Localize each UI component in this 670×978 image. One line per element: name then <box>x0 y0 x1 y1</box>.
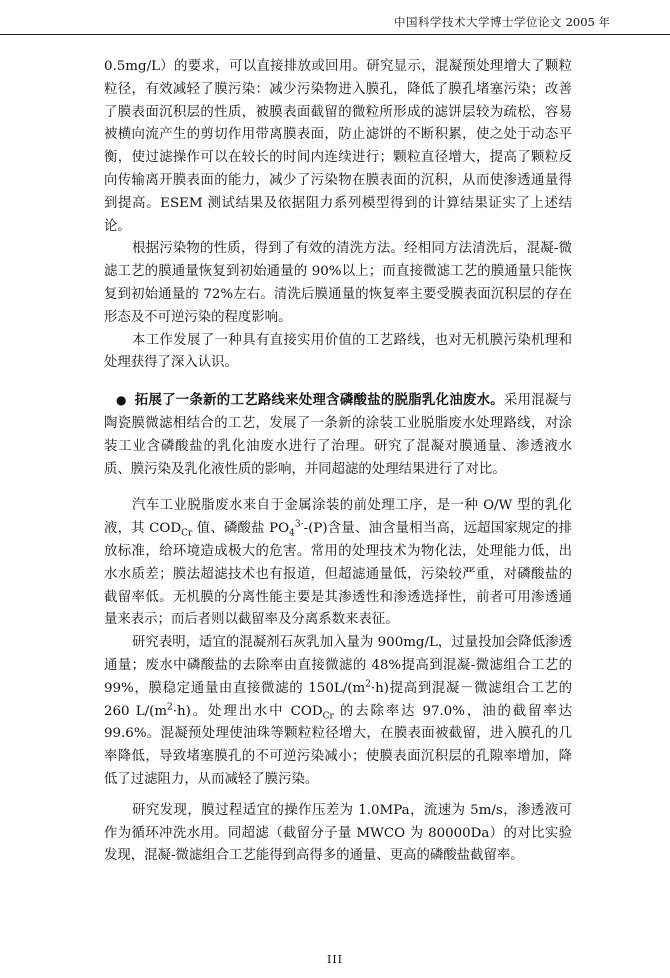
bullet-icon: ● <box>116 393 127 408</box>
subscript: Cr <box>322 711 334 722</box>
header-year: 2005 年 <box>565 15 610 29</box>
text-run: ·h)。处理出水中 COD <box>172 703 323 719</box>
paragraph-3: 本工作发展了一种具有直接实用价值的工艺路线，也对无机膜污染机理和处理获得了深入认识。 <box>104 332 572 371</box>
subscript: 4 <box>289 528 295 539</box>
text-run: 的去除率达 97.0%，油的截留率达 99.6%。混凝预处理使油珠等颗粒粒径增大，在膜表面被截留，进入膜孔的几率降低，导致堵塞膜孔的不可逆污染减小；使膜表面沉积层的孔隙率增加，降低了过滤阻力，从而减轻了膜污染。 <box>104 703 572 787</box>
page-header <box>0 8 670 35</box>
paragraph-6 <box>104 632 572 792</box>
spacer <box>104 375 572 389</box>
spacer <box>104 481 572 495</box>
paragraph-7: 研究发现，膜过程适宜的操作压差为 1.0MPa，流速为 5m/s，渗透液可作为循环冲洗水用。同超滤（截留分子量 MWCO 为 80000Da）的对比实验发现，混凝-微滤组合工艺能得到高得多的通量、更高的磷酸盐截留率。 <box>104 802 572 864</box>
superscript: 2 <box>365 679 371 690</box>
body-text <box>104 56 572 868</box>
header-title: 中国科学技术大学博士学位论文 <box>394 15 562 29</box>
bullet-heading: 拓展了一条新的工艺路线来处理含磷酸盐的脱脂乳化油废水。 <box>134 392 504 409</box>
text-run: 研究表明，适宜的混凝剂石灰乳加入量为 900mg/L，过量投加会降低渗透通量；废水中磷酸盐的去除率由直接微滤的 48%提高到混凝-微滤组合工艺的 99%，膜稳定通量由直接微滤的 150L/(m <box>104 635 572 696</box>
page-number: III <box>326 953 344 966</box>
paragraph-2: 根据污染物的性质，得到了有效的清洗方法。经相同方法清洗后，混凝-微滤工艺的膜通量恢复到初始通量的 90%以上；而直接微滤工艺的膜通量只能恢复到初始通量的 72%左右。清洗后膜通量的恢复率主要受膜表面沉积层的存在形态及不可逆污染的程度影响。 <box>104 241 572 325</box>
text-run: 汽车工业脱脂废水来自于金属涂装的前处理工序，是一种 O/W 型的乳化液，其 COD <box>104 498 572 537</box>
text-run: -(P)含量、油含量相当高，远超国家规定的排放标准，给环境造成极大的危害。常用的处理技术为物化法，处理能力低，出水水质差；膜法超滤技术也有报道，但超滤通量低，污染较严重，对磷酸盐的截留率低。无机膜的分离性能主要是其渗透性和渗透选择性，前者可用渗透通量来表示；而后者则以截留率及分离系数来表征。 <box>104 521 572 628</box>
paragraph-bullet <box>104 389 572 481</box>
paragraph-1: 0.5mg/L）的要求，可以直接排放或回用。研究显示，混凝预处理增大了颗粒粒径，有效减轻了膜污染：减少污染物进入膜孔，降低了膜孔堵塞污染；改善了膜表面沉积层的性质，被膜表面截留的微粒所形成的滤饼层较为疏松，容易被横向流产生的剪切作用带离膜表面，防止滤饼的不断积累，使之处于动态平衡，使过滤操作可以在较长的时间内连续进行；颗粒直径增大，提高了颗粒反向传输离开膜表面的能力，减少了污染物在膜表面的沉积，从而使渗透通量得到提高。ESEM 测试结果及依据阻力系列模型得到的计算结果证实了上述结论。 <box>104 59 572 234</box>
bullet-text: 采用混凝与陶瓷膜微滤相结合的工艺，发展了一条新的涂装工业脱脂废水处理路线，对涂装工业含磷酸盐的乳化油废水进行了治理。研究了混凝对膜通量、渗透液水质、膜污染及乳化液性质的影响，并同超滤的处理结果进行了对比。 <box>104 393 573 477</box>
text-run: 值、磷酸盐 PO <box>192 521 290 537</box>
text-run: ·h)提高到混凝－微滤组合工艺的 260 L/(m <box>104 680 573 719</box>
paragraph-5 <box>104 495 572 632</box>
superscript: 3- <box>294 519 304 530</box>
spacer <box>104 792 572 800</box>
superscript: 2 <box>167 702 173 713</box>
subscript: Cr <box>181 528 193 539</box>
